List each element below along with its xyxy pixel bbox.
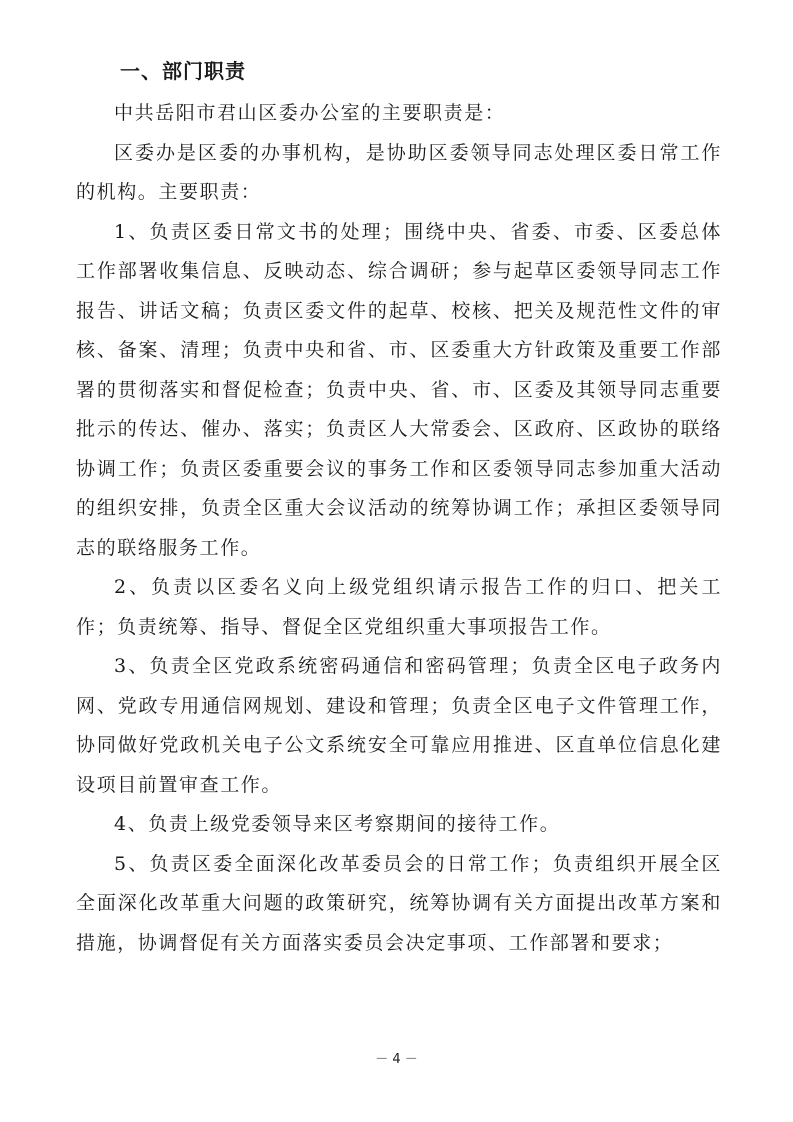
section-heading: 一、部门职责 [120,59,246,83]
paragraph-intro: 中共岳阳市君山区委办公室的主要职责是： [114,102,506,124]
paragraph-duty-4: 4、负责上级党委领导来区考察期间的接待工作。 [114,813,561,835]
paragraph-duty-5: 5、负责区委全面深化改革委员会的日常工作；负责组织开展全区全面深化改革重大问题的政策研究，统筹协调有关方面提出改革方案和措施，协调督促有关方面落实委员会决定事项、工作部署和要求； [76,852,722,954]
page-number: － 4 － [375,1052,418,1067]
paragraph-overview: 区委办是区委的办事机构，是协助区委领导同志处理区委日常工作的机构。主要职责： [76,141,722,203]
document-body [76,94,722,963]
paragraph-duty-1: 1、负责区委日常文书的处理；围绕中央、省委、市委、区委总体工作部署收集信息、反映动态、综合调研；参与起草区委领导同志工作报告、讲话文稿；负责区委文件的起草、校核、把关及规范性文件的审核、备案、清理；负责中央和省、市、区委重大方针政策及重要工作部署的贯彻落实和督促检查；负责中央、省、市、区委及其领导同志重要批示的传达、催办、落实；负责区人大常委会、区政府、区政协的联络协调工作；负责区委重要会议的事务工作和区委领导同志参加重大活动的组织安排，负责全区重大会议活动的统筹协调工作；承担区委领导同志的联络服务工作。 [76,220,722,559]
paragraph-duty-3: 3、负责全区党政系统密码通信和密码管理；负责全区电子政务内网、党政专用通信网规划、建设和管理；负责全区电子文件管理工作，协同做好党政机关电子公文系统安全可靠应用推进、区直单位信息化建设项目前置审查工作。 [76,655,722,796]
paragraph-duty-2: 2、负责以区委名义向上级党组织请示报告工作的归口、把关工作；负责统筹、指导、督促全区党组织重大事项报告工作。 [76,576,722,638]
